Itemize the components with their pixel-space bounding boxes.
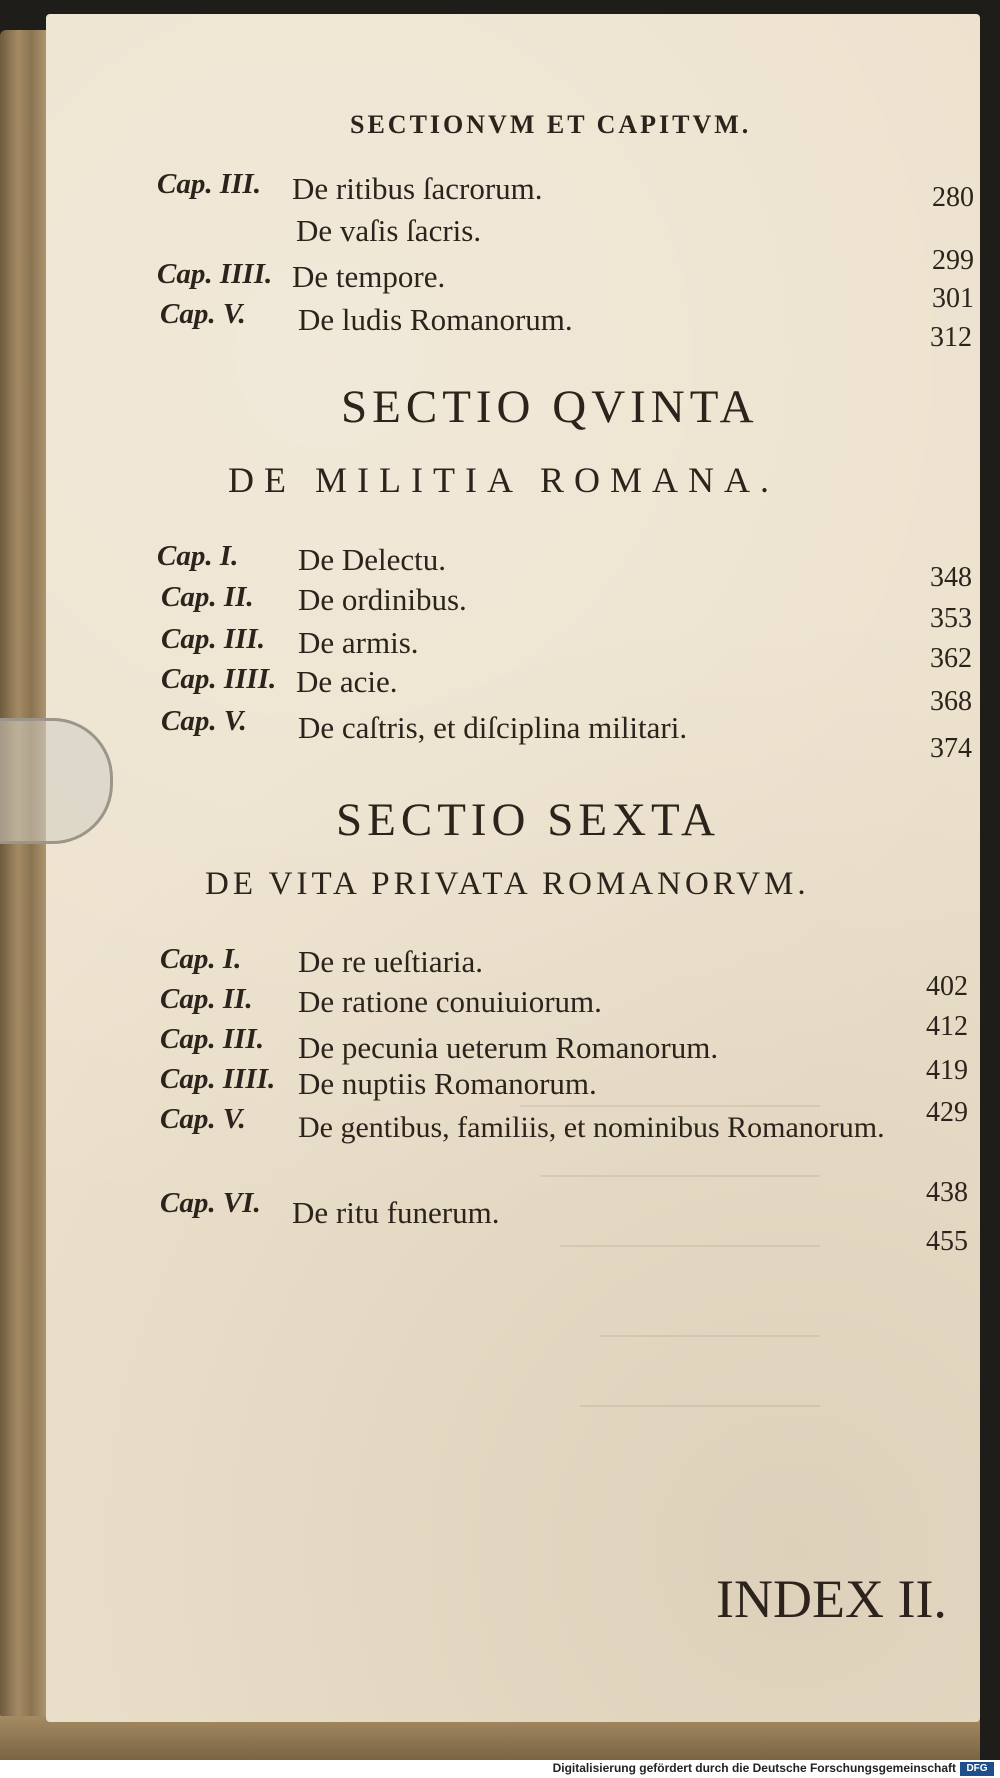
chapter-title: De nuptiis Romanorum.: [298, 1066, 597, 1101]
catchword: INDEX II.: [716, 1569, 947, 1629]
chapter-label: Cap. V.: [161, 705, 247, 737]
section-subheading: DE MILITIA ROMANA.: [228, 460, 779, 500]
chapter-title: De ritibus ſacrorum.: [292, 171, 543, 206]
chapter-label: Cap. V.: [160, 1103, 246, 1135]
page-clip: [0, 718, 113, 844]
chapter-label: Cap. IIII.: [161, 663, 277, 695]
chapter-title: De ordinibus.: [298, 582, 467, 617]
chapter-title: De vaſis ſacris.: [296, 213, 482, 248]
page-number: 362: [930, 643, 972, 674]
page-number: 455: [926, 1226, 968, 1257]
bleed-through-mark: [560, 1245, 820, 1247]
chapter-label: Cap. III.: [160, 1023, 264, 1055]
chapter-title: De acie.: [296, 664, 398, 699]
page-number: 348: [930, 562, 972, 593]
chapter-label: Cap. II.: [160, 983, 253, 1015]
page-number: 429: [926, 1097, 968, 1128]
section-subheading: DE VITA PRIVATA ROMANORVM.: [205, 866, 810, 902]
page-number: 312: [930, 322, 972, 353]
page-number: 368: [930, 686, 972, 717]
chapter-title: De ratione conuiuiorum.: [298, 984, 602, 1019]
chapter-label: Cap. I.: [160, 943, 242, 975]
chapter-label: Cap. VI.: [160, 1187, 261, 1219]
section-heading: SECTIO SEXTA: [336, 794, 720, 846]
dfg-logo: DFG: [960, 1762, 994, 1776]
section-heading: SECTIO QVINTA: [341, 381, 759, 433]
chapter-label: Cap. I.: [157, 540, 239, 572]
page-number: 374: [930, 733, 972, 764]
scanner-background-right: [978, 0, 1000, 1760]
chapter-title: De armis.: [298, 625, 419, 660]
book-bottom-edge: [0, 1716, 980, 1760]
page-number: 402: [926, 971, 968, 1002]
book-page-edges: [0, 30, 52, 1720]
chapter-title: De caſtris, et diſciplina militari.: [298, 710, 688, 745]
page-number: 299: [932, 245, 974, 276]
digitization-credit: Digitalisierung gefördert durch die Deutsche Forschungsgemeinschaft: [552, 1761, 956, 1775]
chapter-title: De tempore.: [292, 259, 446, 294]
chapter-title: De Delectu.: [298, 542, 447, 577]
chapter-label: Cap. IIII.: [160, 1063, 276, 1095]
chapter-label: Cap. III.: [161, 623, 265, 655]
chapter-label: Cap. II.: [161, 581, 254, 613]
chapter-label: Cap. III.: [157, 168, 261, 200]
chapter-title: De ludis Romanorum.: [298, 302, 573, 337]
chapter-title: De gentibus, familiis, et nominibus Romanorum.: [298, 1111, 885, 1144]
chapter-title: De pecunia ueterum Romanorum.: [298, 1030, 719, 1065]
bleed-through-mark: [540, 1175, 820, 1177]
page-number: 353: [930, 603, 972, 634]
bleed-through-mark: [580, 1405, 820, 1407]
page-number: 419: [926, 1055, 968, 1086]
bleed-through-mark: [600, 1335, 820, 1337]
chapter-label: Cap. V.: [160, 298, 246, 330]
page-number: 412: [926, 1011, 968, 1042]
bleed-through-mark: [520, 1105, 820, 1107]
page-number: 301: [932, 283, 974, 314]
page-number: 438: [926, 1177, 968, 1208]
chapter-label: Cap. IIII.: [157, 258, 273, 290]
chapter-title: De re ueſtiaria.: [298, 944, 484, 979]
running-head: SECTIONVM ET CAPITVM.: [350, 110, 752, 139]
chapter-title: De ritu funerum.: [292, 1195, 500, 1230]
page-number: 280: [932, 182, 974, 213]
